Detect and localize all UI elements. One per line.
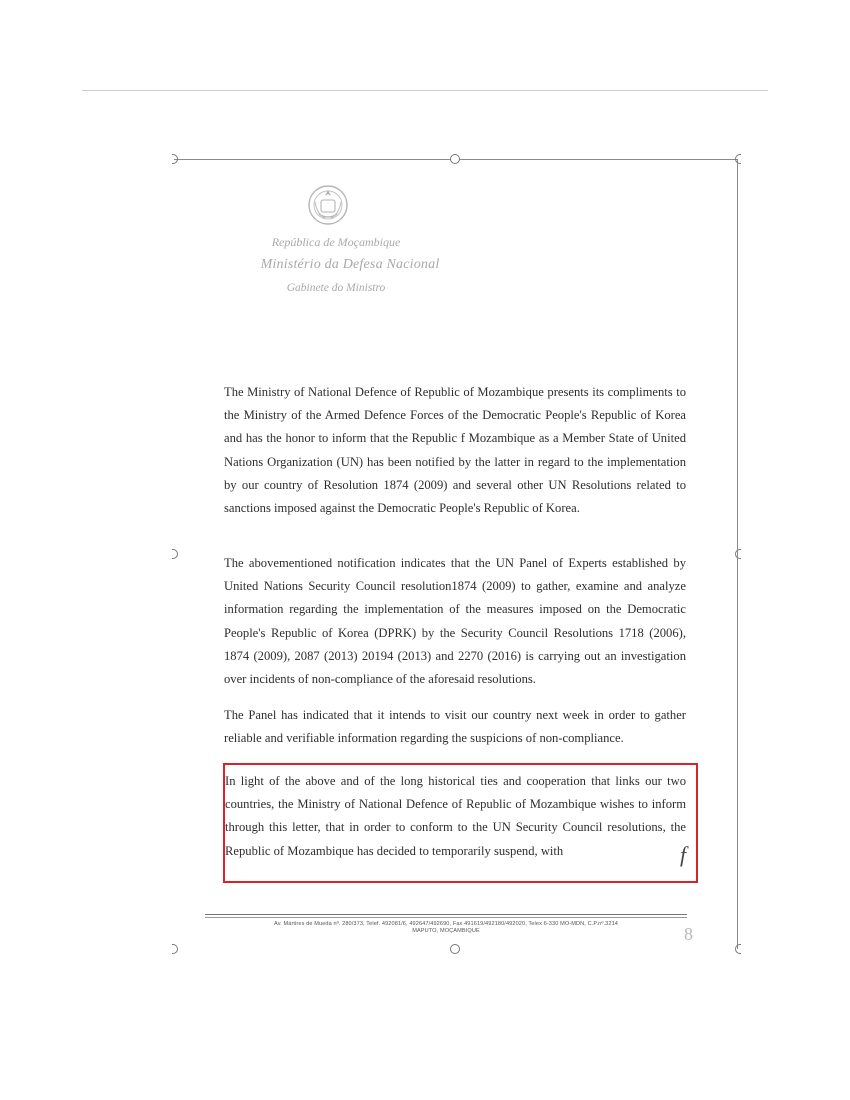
paragraph-2: The abovementioned notification indicates that the UN Panel of Experts established by United Nations Security Council resolution1874 (2009) to gather, examine and analyze information regarding the implementation of the measures imposed on the Democratic People's Republic of Korea (DPRK) by the Security Council Resolutions 1718 (2006), 1874 (2009), 2087 (2013) 20194 (2013) and 2270 (2016) is carrying out an investigation over incidents of non-compliance of the aforesaid resolutions.: [224, 556, 686, 687]
letterhead-country: República de Moçambique: [271, 235, 401, 249]
resize-handle-top-center[interactable]: [450, 154, 460, 164]
footer-address: Av. Mártires de Mueda nº. 280/373, Telef. 492081/6, 492647/492690, Fax 491619/492180/492020, Telex 6-330 MO-MDN, C.P.nº.3214: [273, 921, 619, 927]
letterhead-ministry: Ministério da Defesa Nacional: [260, 257, 440, 272]
handwritten-initial: f: [680, 842, 687, 867]
page-number: 8: [684, 924, 693, 944]
top-divider: [82, 90, 768, 91]
letterhead-office: Gabinete do Ministro: [286, 282, 386, 294]
footer-divider: [205, 914, 687, 915]
footer-divider-secondary: [205, 917, 687, 918]
paragraph-1: The Ministry of National Defence of Republic of Mozambique presents its compliments to the Ministry of the Armed Defence Forces of the Democratic People's Republic of Korea and has the honor to inform that the Republic f Mozambique as a Member State of United Nations Organization (UN) has been notified by the latter in regard to the implementation by our country of Resolution 1874 (2009) and several other UN Resolutions related to sanctions imposed against the Democratic People's Republic of Korea.: [224, 385, 686, 516]
resize-handle-bottom-center[interactable]: [450, 944, 460, 954]
paragraph-3: The Panel has indicated that it intends to visit our country next week in order to gather reliable and verifiable information regarding the suspicions of non-compliance.: [224, 708, 686, 746]
resize-handle-bottom-right[interactable]: [735, 944, 741, 954]
resize-handle-middle-right[interactable]: [735, 549, 741, 559]
paragraph-4-highlighted: In light of the above and of the long historical ties and cooperation that links our two countries, the Ministry of National Defence of Republic of Mozambique wishes to inform through this letter, that in order to conform to the UN Security Council resolutions, the Republic of Mozambique has decided to temporarily suspend, with: [225, 774, 686, 858]
resize-handle-bottom-left[interactable]: [172, 944, 178, 954]
coat-of-arms-icon: [307, 184, 349, 226]
footer-city: MAPUTO, MOÇAMBIQUE: [412, 928, 480, 934]
resize-handle-top-right[interactable]: [735, 154, 741, 164]
highlight-annotation-box: [223, 763, 698, 883]
